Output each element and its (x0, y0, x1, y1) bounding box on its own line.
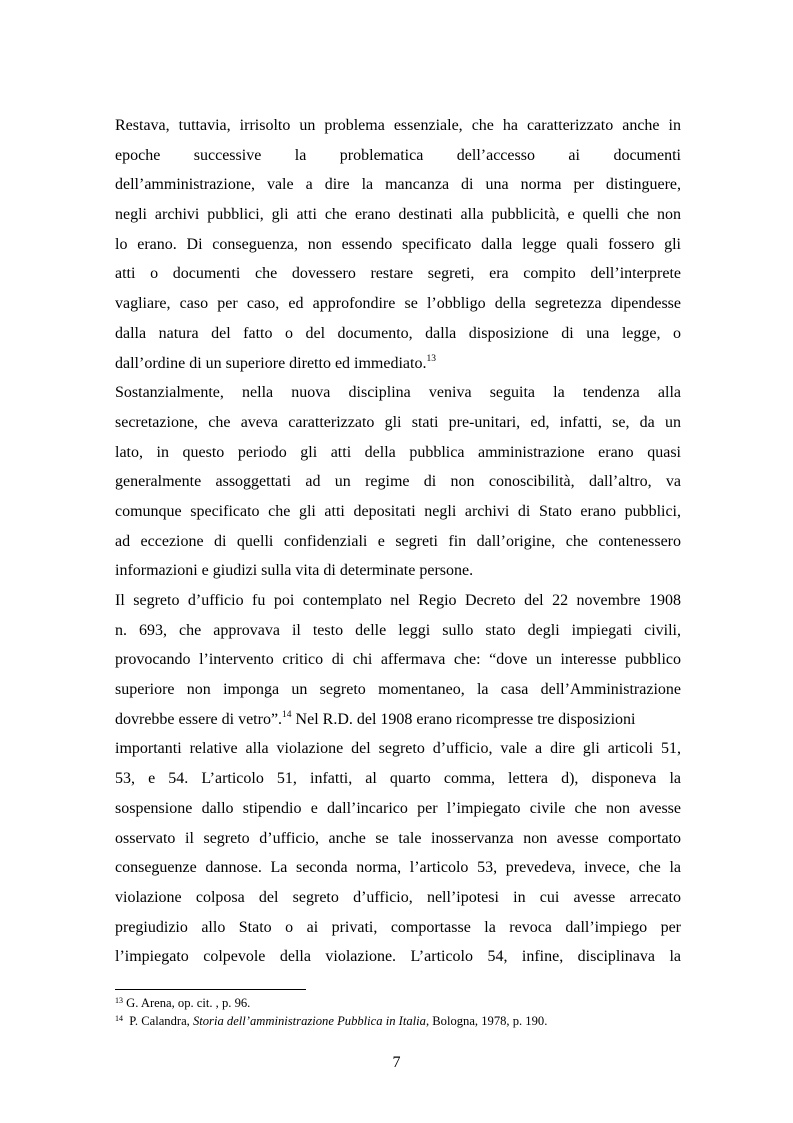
text-line: pregiudizio allo Stato o ai privati, comportasse la revoca dall’impiego per (115, 918, 681, 936)
footnote-text: P. Calandra, (123, 1013, 193, 1028)
text-line: negli archivi pubblici, gli atti che erano destinati alla pubblicità, e quelli che non (115, 206, 681, 224)
text-line: importanti relative alla violazione del segreto d’ufficio, vale a dire gli articoli 51, (115, 740, 681, 758)
footnote-text: , Bologna, 1978, p. 190. (425, 1013, 548, 1028)
text-line: vagliare, caso per caso, ed approfondire se l’obbligo della segretezza dipendesse (115, 295, 681, 313)
text-line: atti o documenti che dovessero restare segreti, era compito dell’interprete (115, 265, 681, 283)
page-number: 7 (392, 1054, 401, 1071)
footnote-mark: 13 (115, 996, 123, 1005)
text-line: osservato il segreto d’ufficio, anche se tale inosservanza non avesse comportato (115, 829, 681, 847)
text-line (115, 349, 681, 379)
text-line (115, 705, 681, 735)
text-line: 53, e 54. L’articolo 51, infatti, al quarto comma, lettera d), disponeva la (115, 770, 681, 788)
text-line: generalmente assoggettati ad un regime di non conoscibilità, dall’altro, va (115, 473, 681, 491)
footnotes (115, 995, 681, 1030)
text-line: n. 693, che approvava il testo delle leggi sullo stato degli impiegati civili, (115, 621, 681, 639)
body-text (115, 111, 681, 972)
text-line: secretazione, che aveva caratterizzato gli stati pre-unitari, ed, infatti, se, da un (115, 413, 681, 431)
text-line: lo erano. Di conseguenza, non essendo specificato dalla legge quali fossero gli (115, 235, 681, 253)
text-line: lato, in questo periodo gli atti della pubblica amministrazione erano quasi (115, 443, 681, 461)
text-line: conseguenze dannose. La seconda norma, l’articolo 53, prevedeva, invece, che la (115, 859, 681, 877)
text-line: Restava, tuttavia, irrisolto un problema essenziale, che ha caratterizzato anche in (115, 117, 681, 134)
footnote-mark: 14 (115, 1013, 123, 1023)
text-line: dell’amministrazione, vale a dire la mancanza di una norma per distinguere, (115, 176, 681, 194)
footnote-14 (115, 1013, 681, 1031)
text-line: Sostanzialmente, nella nuova disciplina veniva seguita la tendenza alla (115, 384, 681, 402)
text-line: informazioni e giudizi sulla vita di determinate persone. (115, 562, 474, 580)
text-line: epoche successive la problematica dell’accesso ai documenti (115, 146, 681, 164)
text-segment: Nel R.D. del 1908 erano ricompresse tre disposizioni (291, 710, 636, 728)
footnote-book-title: Storia dell’amministrazione Pubblica in Italia (192, 1013, 426, 1028)
footnote-ref-13: 13 (426, 353, 436, 364)
footnote-separator (115, 989, 306, 990)
footnote-text: G. Arena, op. cit. , p. 96. (123, 996, 251, 1010)
text-line: ad eccezione di quelli confidenziali e segreti fin dall’origine, che contenessero (115, 532, 681, 550)
text-line: dalla natura del fatto o del documento, dalla disposizione di una legge, o (115, 324, 681, 342)
text-segment: dovrebbe essere di vetro”. (115, 710, 283, 728)
text-line: sospensione dallo stipendio e dall’incarico per l’impiegato civile che non avesse (115, 799, 681, 817)
text-line: l’impiegato colpevole della violazione. L’articolo 54, infine, disciplinava la (115, 948, 681, 966)
footnote-13 (115, 995, 681, 1013)
text-line: provocando l’intervento critico di chi affermava che: “dove un interesse pubblico (115, 651, 681, 669)
text-line: superiore non imponga un segreto momentaneo, la casa dell’Amministrazione (115, 681, 681, 699)
text-line: comunque specificato che gli atti depositati negli archivi di Stato erano pubblici, (115, 502, 681, 520)
footnote-ref-14: 14 (282, 709, 292, 720)
text-line: violazione colposa del segreto d’ufficio, nell’ipotesi in cui avesse arrecato (115, 888, 681, 906)
text-line: Il segreto d’ufficio fu poi contemplato nel Regio Decreto del 22 novembre 1908 (115, 592, 681, 609)
text-segment: dall’ordine di un superiore diretto ed immediato. (115, 354, 427, 372)
